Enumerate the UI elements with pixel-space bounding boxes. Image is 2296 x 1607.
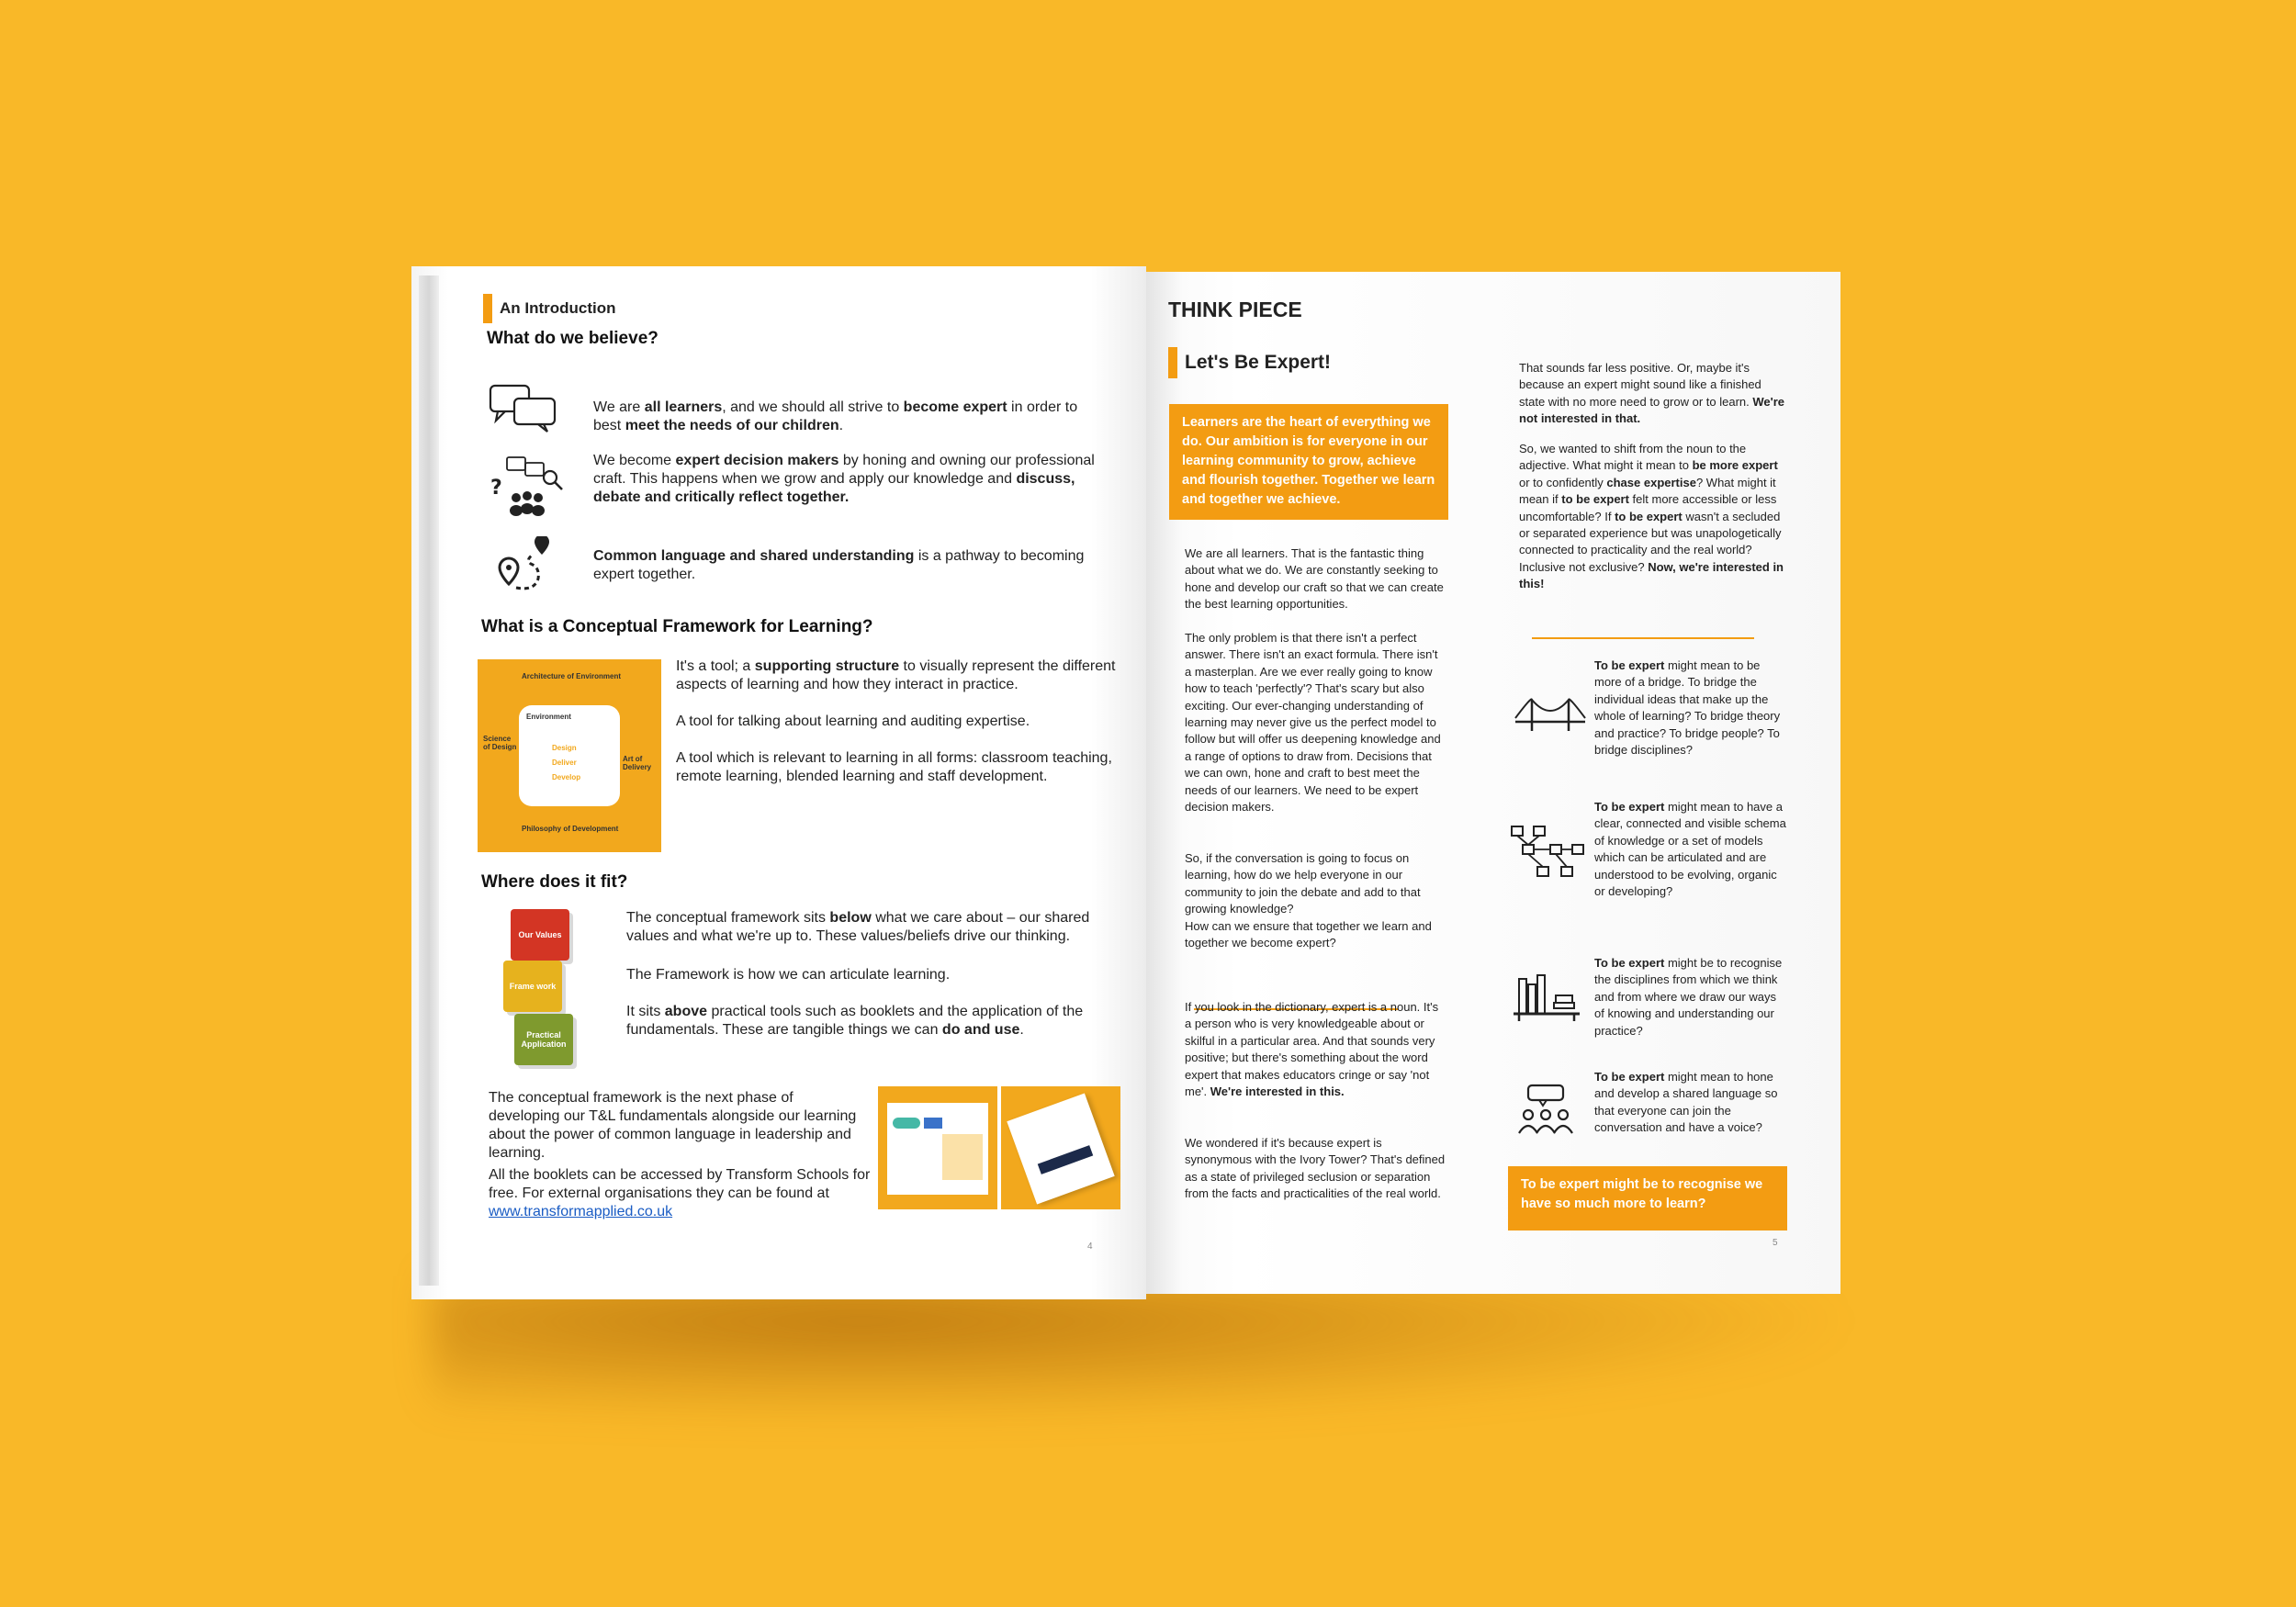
framework-desc-2: A tool for talking about learning and auditing expertise. <box>676 714 1030 729</box>
decision-makers-icon <box>489 455 566 520</box>
fit-desc-1: The conceptual framework sits below what we care about – our shared values and what we're up to. These values/beliefs drive our thinking. <box>626 910 1090 944</box>
para-noun-to-adjective: So, we wanted to shift from the noun to the adjective. What might it mean to be more expert or to confidently chase expertise? What might it mean if to be expert felt more accessible or less uncomfortable? If to be expert wasn't a secluded or separated experience but was unapologetically connected to practicality and the real world? Inclusive not exclusive? Now, we're interested in this! <box>1519 442 1784 591</box>
left-page <box>411 266 1146 1299</box>
group-chat-icon <box>1514 1084 1578 1139</box>
belief-common-language: Common language and shared understanding is a pathway to becoming expert together. <box>593 548 1085 582</box>
question-believe: What do we believe? <box>487 329 658 348</box>
item-bridge: To be expert might mean to be more of a bridge. To bridge the individual ideas that make up the whole of learning? To bridge theory and practice? To bridge people? To bridge disciplines? <box>1594 658 1781 758</box>
speech-bubbles-icon <box>489 382 558 433</box>
transform-applied-link[interactable]: www.transformapplied.co.uk <box>489 1204 673 1219</box>
right-page <box>1146 272 1840 1294</box>
framework-desc-1: It's a tool; a supporting structure to visually represent the different aspects of learning and how they interact in practice. <box>676 658 1116 692</box>
para-ivory-tower: We wondered if it's because expert is synonymous with the Ivory Tower? That's defined as a state of privileged seclusion or separation from the facts and practicalities of the real world. <box>1185 1136 1446 1201</box>
callout-more-to-learn: To be expert might be to recognise we have so much more to learn? <box>1508 1166 1787 1231</box>
fw-step-design: Design <box>552 744 577 752</box>
svg-text:?: ? <box>490 477 502 500</box>
question-fit: Where does it fit? <box>481 872 628 892</box>
divider-right-column <box>1532 637 1754 639</box>
booklet-thumbnail-stack <box>1001 1086 1120 1209</box>
next-phase-text: The conceptual framework is the next phase of developing our T&L fundamentals alongside our learning about the power of common language in leadership and learning. <box>489 1090 857 1161</box>
framework-diagram-thumbnail <box>478 659 661 852</box>
cube-our-values: Our Values <box>511 909 569 961</box>
item-bookshelf: To be expert might be to recognise the disciplines from which we think and from where we draw our ways of knowing and understanding our practice? <box>1594 956 1783 1038</box>
access-text: All the booklets can be accessed by Transform Schools for free. For external organisations they can be found at www.transformapplied.co.uk <box>489 1167 871 1219</box>
page-number-right: 5 <box>1773 1238 1778 1248</box>
item-group-chat: To be expert might mean to hone and develop a shared language so that everyone can join the conversation and have a voice? <box>1594 1070 1778 1135</box>
article-title: Let's Be Expert! <box>1168 347 1331 378</box>
booklet-thumbnail-spread <box>878 1086 997 1209</box>
page-number-left: 4 <box>1087 1242 1093 1252</box>
para-dictionary: If you look in the dictionary, expert is a noun. It's a person who is very knowledgeable about or skilful in a particular area. And that sounds very positive; but there's something about the word expert that makes educators cringe or say 'not me'. We're interested in this. <box>1185 1000 1439 1099</box>
framework-desc-3: A tool which is relevant to learning in all forms: classroom teaching, remote learning, blended learning and staff development. <box>676 750 1112 784</box>
page-stack-edge <box>419 275 439 1286</box>
fw-label-center: Environment <box>526 713 571 721</box>
open-booklet <box>411 266 1840 1299</box>
fw-label-bottom: Philosophy of Development <box>522 825 619 833</box>
para-conversation: So, if the conversation is going to focus on learning, how do we help everyone in our community to join the debate and add to that growing knowledge? <box>1185 851 1421 916</box>
schema-icon <box>1510 823 1587 882</box>
fw-label-top: Architecture of Environment <box>522 672 622 680</box>
question-framework: What is a Conceptual Framework for Learning? <box>481 617 873 636</box>
item-schema: To be expert might mean to have a clear, connected and visible schema of knowledge or a set of models which can be articulated and are understood to be evolving, organic or developing? <box>1594 800 1786 899</box>
callout-learners-heart: Learners are the heart of everything we do. Our ambition is for everyone in our learning community to grow, achieve and flourish together. Together we learn and together we achieve. <box>1169 404 1448 520</box>
fw-label-right: Art of Delivery <box>623 755 652 771</box>
cube-framework: Frame work <box>503 961 562 1012</box>
pathway-pins-icon <box>489 536 555 601</box>
para-all-learners: We are all learners. That is the fantastic thing about what we do. We are constantly seeking to hone and develop our craft so that we can create the best learning opportunities. <box>1185 546 1444 612</box>
belief-decision-makers: We become expert decision makers by honing and owning our professional craft. This happens when we grow and apply our knowledge and discuss, debate and critically reflect together. <box>593 453 1095 505</box>
para-together: How can we ensure that together we learn and together we become expert? <box>1185 919 1432 950</box>
fw-label-left: Science of Design <box>483 735 517 751</box>
fit-desc-2: The Framework is how we can articulate learning. <box>626 967 951 983</box>
fw-environment-box <box>519 705 620 806</box>
think-piece-kicker: THINK PIECE <box>1168 298 1302 321</box>
booklet-thumbnails <box>878 1086 1120 1209</box>
para-no-perfect-answer: The only problem is that there isn't a perfect answer. There isn't an exact formula. There isn't a masterplan. Are we ever really going to know how to teach 'perfectly'? That's scary but also exciting. Our ever-changing understanding of learning may never give us the perfect model to follow but will offer us deepening knowledge and a range of options to draw from. Decisions that we can own, hone and craft to best meet the needs of our learners. We need to be expert decision makers. <box>1185 631 1441 815</box>
belief-learners: We are all learners, and we should all strive to become expert in order to best meet the needs of our children. <box>593 399 1078 433</box>
cube-practical-application: Practical Application <box>514 1014 573 1065</box>
para-less-positive: That sounds far less positive. Or, maybe it's because an expert might sound like a finished state with no more need to grow or to learn. We're not interested in that. <box>1519 361 1785 426</box>
fit-desc-3: It sits above practical tools such as booklets and the application of the fundamentals. These are tangible things we can do and use. <box>626 1004 1084 1038</box>
fw-step-develop: Develop <box>552 773 581 781</box>
section-label: An Introduction <box>483 294 616 323</box>
bridge-icon <box>1514 694 1587 735</box>
bookshelf-icon <box>1512 972 1581 1023</box>
fw-step-deliver: Deliver <box>552 759 577 767</box>
